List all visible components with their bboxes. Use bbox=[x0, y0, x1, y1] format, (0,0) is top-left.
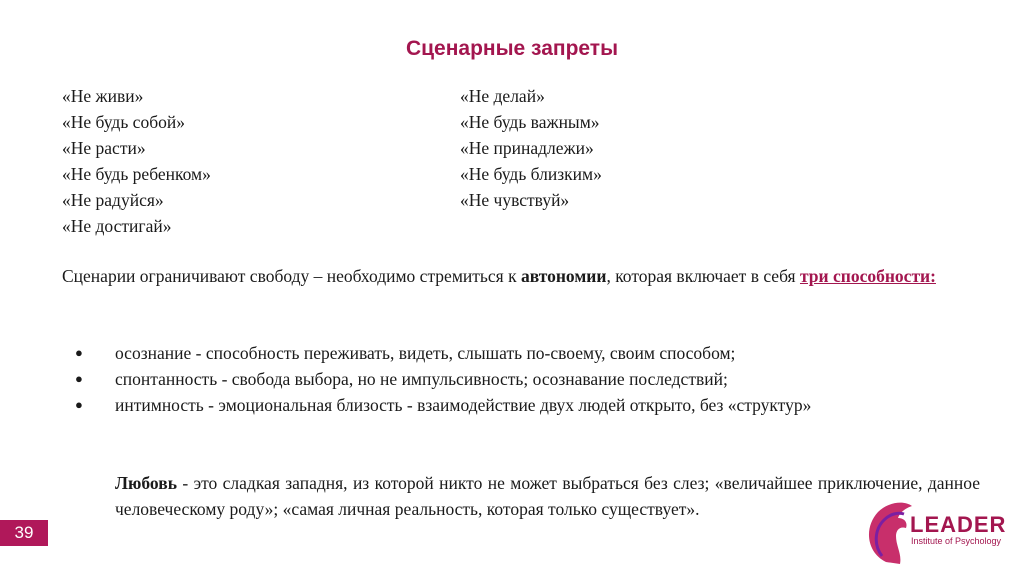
list-item: «Не будь собой» bbox=[62, 112, 185, 132]
page-number-badge: 39 bbox=[0, 520, 48, 546]
list-item: «Не будь важным» bbox=[460, 112, 600, 132]
love-term: Любовь bbox=[115, 473, 177, 493]
injunctions-left-list bbox=[62, 83, 211, 239]
love-text: - это сладкая западня, из которой никто не может выбраться без слез; «величайшее приключение, данное человеческому роду»; «самая личная реальность, которая только существует». bbox=[115, 473, 980, 519]
bullet-text: спонтанность - свобода выбора, но не импульсивность; осознавание последствий; bbox=[115, 369, 728, 389]
paragraph-text: , которая включает в себя bbox=[606, 266, 800, 286]
list-item: «Не принадлежи» bbox=[460, 138, 594, 158]
list-item bbox=[75, 366, 980, 392]
bullet-icon: ● bbox=[75, 397, 83, 412]
injunctions-right-list bbox=[460, 83, 602, 213]
list-item: «Не живи» bbox=[62, 86, 144, 106]
bullet-text: осознание - способность переживать, видеть, слышать по-своему, своим способом; bbox=[115, 343, 736, 363]
list-item: «Не чувствуй» bbox=[460, 190, 570, 210]
list-item: «Не будь ребенком» bbox=[62, 164, 211, 184]
list-item: «Не делай» bbox=[460, 86, 545, 106]
abilities-list bbox=[75, 340, 980, 418]
slide-title: Сценарные запреты bbox=[405, 37, 619, 60]
list-item bbox=[75, 392, 980, 418]
list-item: «Не будь близким» bbox=[460, 164, 602, 184]
logo-subtitle: Institute of Psychology bbox=[911, 536, 1002, 546]
love-paragraph bbox=[115, 470, 980, 522]
paragraph-text: Сценарии ограничивают свободу – необходимо стремиться к bbox=[62, 266, 521, 286]
bullet-text: интимность - эмоциональная близость - взаимодействие двух людей открыто, без «структур» bbox=[115, 395, 812, 415]
list-item: «Не достигай» bbox=[62, 216, 172, 236]
list-item: «Не радуйся» bbox=[62, 190, 164, 210]
bullet-icon: ● bbox=[75, 345, 83, 360]
autonomy-term: автономии bbox=[520, 266, 607, 286]
bullet-icon: ● bbox=[75, 371, 83, 386]
list-item bbox=[75, 340, 980, 366]
list-item: «Не расти» bbox=[62, 138, 146, 158]
logo-name: LEADER bbox=[910, 512, 1007, 537]
three-abilities-highlight: три способности: bbox=[799, 266, 936, 286]
autonomy-paragraph bbox=[62, 263, 980, 289]
